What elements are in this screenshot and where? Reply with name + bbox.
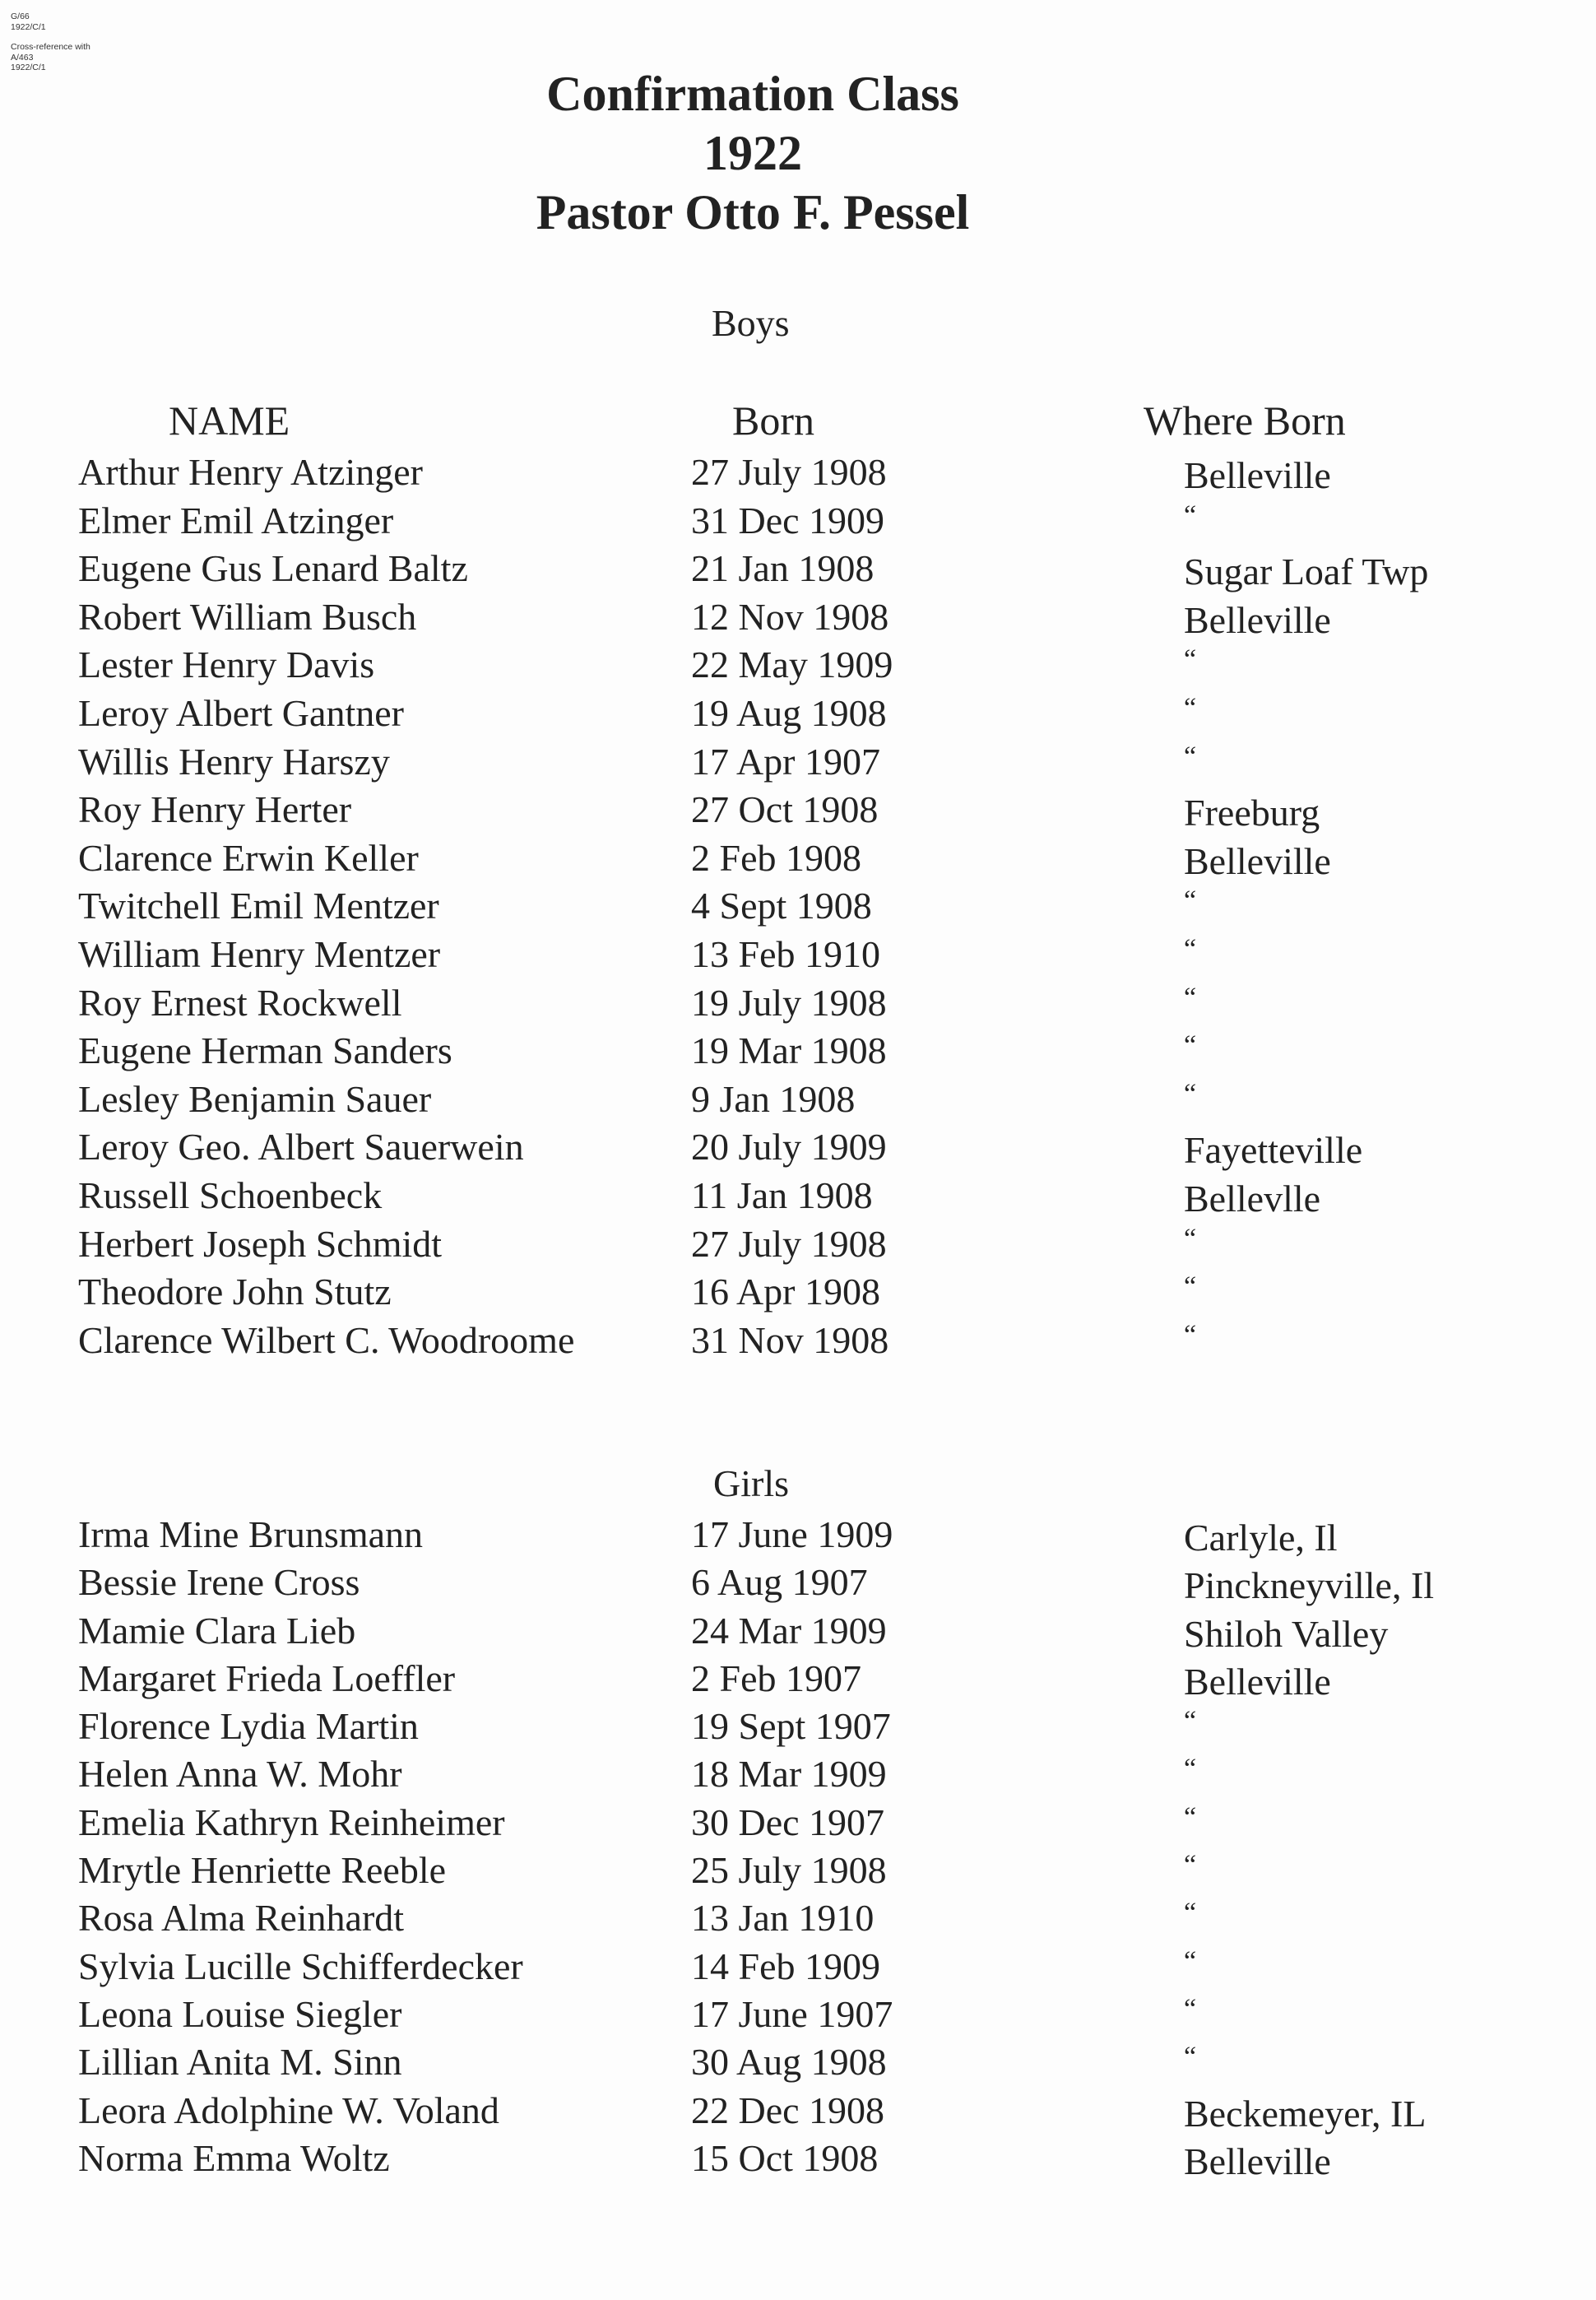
birth-date: 6 Aug 1907 [691, 1561, 868, 1604]
list-row [0, 882, 1596, 931]
person-name: Irma Mine Brunsmann [78, 1513, 424, 1555]
list-row [0, 2038, 1596, 2086]
birth-date: 17 June 1907 [691, 1992, 893, 2035]
list-row [0, 1123, 1596, 1172]
person-name: Sylvia Lucille Schifferdecker [78, 1945, 523, 1987]
birth-date: 15 Oct 1908 [691, 2136, 879, 2179]
birth-place: “ [1184, 982, 1197, 1013]
list-row [0, 834, 1596, 883]
birth-date: 19 July 1908 [691, 981, 887, 1024]
boys-list [0, 448, 1596, 1364]
person-name: Eugene Gus Lenard Baltz [78, 547, 468, 590]
person-name: Roy Ernest Rockwell [78, 981, 402, 1024]
list-row [0, 641, 1596, 690]
person-name: Helen Anna W. Mohr [78, 1753, 402, 1796]
birth-date: 19 Mar 1908 [691, 1029, 887, 1072]
girls-heading: Girls [713, 1462, 789, 1504]
birth-date: 31 Dec 1909 [691, 499, 885, 541]
list-row [0, 1750, 1596, 1798]
birth-place: “ [1184, 1706, 1197, 1737]
birth-place: Belleville [1184, 454, 1331, 496]
birth-place: “ [1184, 1271, 1197, 1303]
person-name: Lester Henry Davis [78, 644, 375, 686]
list-row [0, 690, 1596, 738]
birth-place: Carlyle, Il [1184, 1517, 1338, 1559]
list-row [0, 1894, 1596, 1942]
person-name: Roy Henry Herter [78, 788, 352, 831]
list-row [0, 1076, 1596, 1124]
list-row [0, 738, 1596, 787]
birth-place: “ [1184, 644, 1197, 676]
birth-place: Beckemeyer, IL [1184, 2092, 1427, 2135]
cross-reference-label: Cross-reference with [11, 42, 90, 52]
birth-place: “ [1184, 692, 1197, 723]
birth-date: 14 Feb 1909 [691, 1945, 880, 1987]
birth-place: Freeburg [1184, 792, 1320, 834]
birth-date: 19 Sept 1907 [691, 1705, 891, 1748]
column-header-born: Born [732, 397, 814, 444]
list-row [0, 1607, 1596, 1655]
birth-place: Belleville [1184, 839, 1331, 882]
person-name: Leona Louise Siegler [78, 1992, 402, 2035]
cross-reference-line: 1922/C/1 [11, 63, 46, 72]
birth-place: “ [1184, 1850, 1197, 1881]
list-row [0, 1943, 1596, 1991]
birth-place: “ [1184, 1801, 1197, 1833]
list-row [0, 1799, 1596, 1847]
birth-place: “ [1184, 933, 1197, 964]
birth-place: “ [1184, 1223, 1197, 1254]
birth-date: 30 Aug 1908 [691, 2041, 887, 2084]
column-header-name: NAME [169, 397, 290, 444]
person-name: Theodore John Stutz [78, 1271, 392, 1313]
birth-place: Fayetteville [1184, 1129, 1363, 1172]
reference-line: G/66 [11, 12, 30, 21]
birth-place: “ [1184, 1754, 1197, 1785]
birth-date: 2 Feb 1907 [691, 1656, 861, 1699]
list-row [0, 448, 1596, 497]
birth-place: “ [1184, 1898, 1197, 1929]
list-row [0, 1559, 1596, 1606]
person-name: Emelia Kathryn Reinheimer [78, 1801, 505, 1843]
birth-date: 16 Apr 1908 [691, 1271, 880, 1313]
list-row [0, 786, 1596, 834]
list-row [0, 1220, 1596, 1269]
birth-place: “ [1184, 1030, 1197, 1062]
person-name: Mrytle Henriette Reeble [78, 1849, 447, 1892]
birth-date: 22 May 1909 [691, 644, 893, 686]
list-row [0, 593, 1596, 642]
birth-place: “ [1184, 499, 1197, 531]
birth-date: 25 July 1908 [691, 1849, 887, 1892]
birth-date: 4 Sept 1908 [691, 885, 872, 927]
document-pastor: Pastor Otto F. Pessel [536, 185, 970, 239]
birth-date: 20 July 1909 [691, 1126, 887, 1169]
birth-place: Bellevlle [1184, 1177, 1321, 1220]
reference-line: 1922/C/1 [11, 21, 46, 32]
cross-reference-line: A/463 [11, 52, 34, 63]
birth-place: “ [1184, 1945, 1197, 1977]
list-row [0, 1655, 1596, 1703]
birth-date: 2 Feb 1908 [691, 836, 861, 879]
person-name: Robert William Busch [78, 595, 417, 638]
document-title: Confirmation Class [546, 67, 959, 121]
birth-date: 19 Aug 1908 [691, 691, 887, 734]
list-row [0, 1847, 1596, 1894]
person-name: Herbert Joseph Schmidt [78, 1222, 443, 1265]
birth-date: 22 Dec 1908 [691, 2089, 885, 2131]
birth-place: “ [1184, 741, 1197, 772]
birth-date: 27 Oct 1908 [691, 788, 879, 831]
birth-date: 11 Jan 1908 [691, 1173, 873, 1216]
birth-date: 21 Jan 1908 [691, 547, 875, 590]
person-name: William Henry Mentzer [78, 932, 441, 975]
birth-date: 12 Nov 1908 [691, 595, 889, 638]
person-name: Clarence Wilbert C. Woodroome [78, 1318, 575, 1361]
person-name: Lesley Benjamin Sauer [78, 1077, 432, 1120]
list-row [0, 1268, 1596, 1317]
birth-place: “ [1184, 1993, 1197, 2024]
list-row [0, 2135, 1596, 2182]
birth-place: Belleville [1184, 1660, 1331, 1703]
birth-date: 27 July 1908 [691, 451, 887, 493]
list-row [0, 1991, 1596, 2038]
birth-date: 18 Mar 1909 [691, 1753, 887, 1796]
list-row [0, 1172, 1596, 1220]
person-name: Florence Lydia Martin [78, 1705, 419, 1748]
person-name: Mamie Clara Lieb [78, 1609, 356, 1652]
list-row [0, 545, 1596, 593]
birth-date: 31 Nov 1908 [691, 1318, 889, 1361]
person-name: Twitchell Emil Mentzer [78, 885, 439, 927]
person-name: Leroy Geo. Albert Sauerwein [78, 1126, 524, 1169]
person-name: Russell Schoenbeck [78, 1173, 383, 1216]
birth-date: 9 Jan 1908 [691, 1077, 856, 1120]
birth-date: 30 Dec 1907 [691, 1801, 885, 1843]
birth-date: 27 July 1908 [691, 1222, 887, 1265]
person-name: Margaret Frieda Loeffler [78, 1656, 456, 1699]
list-row [0, 931, 1596, 979]
document-year: 1922 [703, 126, 802, 180]
birth-place: “ [1184, 885, 1197, 917]
person-name: Elmer Emil Atzinger [78, 499, 394, 541]
column-header-where-born: Where Born [1144, 397, 1346, 444]
birth-place: Belleville [1184, 598, 1331, 641]
person-name: Norma Emma Woltz [78, 2136, 390, 2179]
person-name: Leroy Albert Gantner [78, 691, 404, 734]
person-name: Rosa Alma Reinhardt [78, 1897, 405, 1940]
boys-heading: Boys [712, 302, 790, 344]
reference-notes [11, 12, 90, 73]
birth-place: Sugar Loaf Twp [1184, 551, 1429, 593]
list-row [0, 979, 1596, 1028]
list-row [0, 1027, 1596, 1076]
list-row [0, 1703, 1596, 1750]
birth-date: 24 Mar 1909 [691, 1609, 887, 1652]
birth-place: Shiloh Valley [1184, 1612, 1389, 1655]
list-row [0, 497, 1596, 546]
birth-place: Belleville [1184, 2140, 1331, 2182]
person-name: Eugene Herman Sanders [78, 1029, 452, 1072]
birth-place: “ [1184, 1078, 1197, 1109]
birth-place: Pinckneyville, Il [1184, 1564, 1435, 1607]
person-name: Lillian Anita M. Sinn [78, 2041, 402, 2084]
birth-place: “ [1184, 1319, 1197, 1350]
birth-date: 17 June 1909 [691, 1513, 893, 1555]
birth-date: 17 Apr 1907 [691, 740, 880, 783]
list-row [0, 1317, 1596, 1365]
birth-date: 13 Jan 1910 [691, 1897, 875, 1940]
girls-list [0, 1511, 1596, 2182]
birth-place: “ [1184, 2042, 1197, 2073]
person-name: Willis Henry Harszy [78, 740, 390, 783]
person-name: Arthur Henry Atzinger [78, 451, 423, 493]
birth-date: 13 Feb 1910 [691, 932, 880, 975]
list-row [0, 1511, 1596, 1559]
person-name: Bessie Irene Cross [78, 1561, 360, 1604]
list-row [0, 2087, 1596, 2135]
person-name: Clarence Erwin Keller [78, 836, 419, 879]
person-name: Leora Adolphine W. Voland [78, 2089, 499, 2131]
